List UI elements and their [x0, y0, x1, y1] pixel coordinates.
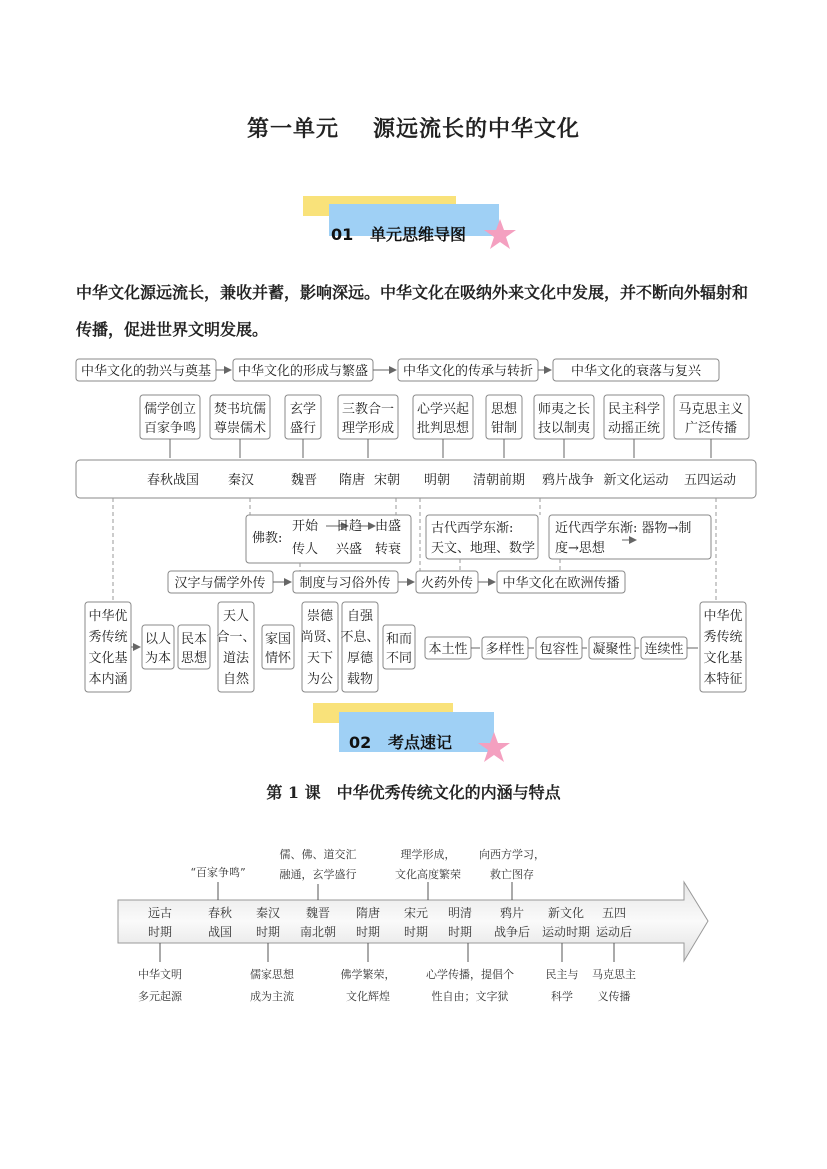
buddhism-r1-3: 由盛	[374, 519, 402, 534]
unit-number: 第一单元	[246, 117, 339, 142]
spread-2: 制度与习俗外传	[299, 576, 391, 591]
feature-8a: 民主科学	[607, 402, 661, 417]
trait-4: 凝聚性	[592, 642, 632, 657]
traits-title-2: 秀传统	[703, 630, 743, 645]
connotation-3c: 道法	[222, 651, 250, 666]
stage-1: 中华文化的勃兴与奠基	[80, 364, 212, 379]
period-2a: 春秋	[207, 906, 233, 920]
period-3a: 秦汉	[255, 906, 281, 920]
above-note-4a: 向西方学习，	[479, 848, 545, 861]
connotation-1a: 以人	[144, 632, 172, 647]
connotation-5d: 为公	[306, 672, 334, 687]
above-note-2a: 儒、佛、道交汇	[279, 848, 357, 861]
intro-paragraph: 中华文化源远流长，兼收并蓄，影响深远。中华文化在吸纳外来文化中发展，并不断向外辐射和传播，促进世界文明发展。	[76, 283, 749, 339]
below-note-3b: 文化辉煌	[346, 990, 390, 1003]
below-note-4b: 性自由；文字狱	[431, 990, 509, 1003]
feature-8b: 动摇正统	[607, 421, 661, 436]
era-5: 宋朝	[373, 473, 401, 488]
west1-line1: 古代西学东渐:	[431, 521, 514, 536]
connotation-6c: 厚德	[346, 651, 374, 666]
below-note-5b: 科学	[551, 990, 573, 1003]
stage-2: 中华文化的形成与繁盛	[237, 364, 369, 379]
connotation-2b: 思想	[180, 651, 208, 666]
traits-title-1: 中华优	[703, 609, 743, 624]
connotation-7a: 和而	[385, 632, 413, 647]
section-number: 02	[349, 733, 372, 752]
feature-5b: 批判思想	[416, 421, 470, 436]
spread-4: 中华文化在欧洲传播	[502, 576, 620, 591]
feature-6a: 思想	[490, 402, 518, 417]
period-8b: 战争后	[493, 925, 531, 939]
below-note-6b: 义传播	[597, 990, 631, 1003]
period-3b: 时期	[255, 925, 281, 939]
trait-5: 连续性	[644, 642, 684, 657]
section-heading	[331, 222, 501, 245]
feature-3b: 盛行	[289, 421, 317, 436]
history-timeline	[0, 838, 827, 1018]
spread-1: 汉字与儒学外传	[174, 576, 266, 591]
traits-title-4: 本特征	[703, 672, 743, 687]
section-label: 单元思维导图	[369, 225, 466, 244]
star-icon	[483, 218, 517, 252]
below-note-2a: 儒家思想	[250, 968, 294, 981]
period-7a: 明清	[447, 906, 473, 920]
feature-9b: 广泛传播	[684, 421, 738, 436]
feature-7b: 技以制夷	[537, 421, 591, 436]
period-6a: 宋元	[403, 906, 429, 920]
trait-2: 多样性	[485, 642, 525, 657]
connotation-6a: 自强	[346, 609, 374, 624]
connotation-title-3: 文化基	[88, 651, 128, 666]
star-icon	[477, 731, 511, 765]
connotation-title-2: 秀传统	[88, 630, 128, 645]
period-5a: 隋唐	[355, 906, 381, 920]
buddhism-r2-2: 兴盛	[335, 542, 363, 557]
feature-4a: 三教合一	[341, 402, 395, 417]
above-note-3b: 文化高度繁荣	[395, 868, 461, 881]
feature-7a: 师夷之长	[537, 402, 591, 417]
period-5b: 时期	[355, 925, 381, 939]
feature-2a: 焚书坑儒	[213, 402, 267, 417]
timeline-arrow	[118, 882, 708, 961]
connotation-3a: 天人	[222, 609, 250, 624]
west2-line1: 近代西学东渐: 器物→制	[555, 521, 692, 536]
connotation-5c: 天下	[306, 651, 334, 666]
connotation-6b: 不息、	[340, 630, 380, 645]
connotation-6d: 载物	[346, 672, 374, 687]
period-4b: 南北朝	[299, 925, 337, 939]
period-9b: 运动时期	[541, 925, 591, 939]
feature-1a: 儒学创立	[143, 402, 197, 417]
buddhism-r1-1: 开始	[291, 519, 319, 534]
period-1a: 远古	[147, 906, 173, 920]
above-note-3a: 理学形成，	[400, 848, 456, 861]
period-8a: 鸦片	[499, 906, 525, 920]
section-banner-2	[313, 703, 513, 763]
stage-3: 中华文化的传承与转折	[402, 364, 534, 379]
lesson-name: 中华优秀传统文化的内涵与特点	[336, 783, 561, 802]
feature-6b: 钳制	[490, 421, 518, 436]
period-9a: 新文化	[547, 906, 585, 920]
connotation-4a: 家国	[264, 632, 292, 647]
unit-title: 源远流长的中华文化	[373, 117, 581, 142]
below-note-2b: 成为主流	[250, 990, 294, 1003]
trait-1: 本土性	[428, 642, 468, 657]
connotation-title-1: 中华优	[88, 609, 128, 624]
below-note-5a: 民主与	[545, 968, 579, 981]
west1-line2: 天文、地理、数学	[431, 541, 536, 556]
period-1b: 时期	[147, 925, 173, 939]
connotation-title-4: 本内涵	[88, 672, 128, 687]
below-note-3a: 佛学繁荣，	[340, 968, 396, 981]
era-6: 明朝	[423, 473, 451, 488]
page-title	[0, 112, 827, 143]
spread-3: 火药外传	[420, 576, 474, 591]
below-note-6a: 马克思主	[592, 968, 636, 981]
section-label: 考点速记	[387, 733, 452, 752]
connotation-7b: 不同	[385, 651, 413, 666]
era-4: 隋唐	[338, 473, 366, 488]
section-banner-1	[303, 196, 513, 246]
connotation-3d: 自然	[222, 672, 250, 687]
period-10b: 运动后	[595, 925, 633, 939]
below-note-4a: 心学传播，提倡个	[426, 968, 514, 981]
feature-2b: 尊崇儒术	[213, 421, 267, 436]
above-note-2b: 融通，玄学盛行	[279, 868, 357, 881]
connotation-1b: 为本	[144, 651, 172, 666]
feature-5a: 心学兴起	[416, 402, 470, 417]
connotation-2a: 民本	[180, 632, 208, 647]
era-8: 鸦片战争	[541, 473, 595, 488]
lesson-title	[0, 780, 827, 803]
buddhism-label: 佛教:	[252, 531, 283, 546]
connotation-3b: 合一、	[216, 630, 256, 645]
below-note-1b: 多元起源	[138, 990, 182, 1003]
trait-3: 包容性	[539, 642, 579, 657]
era-3: 魏晋	[290, 473, 318, 488]
feature-9a: 马克思主义	[678, 402, 744, 417]
era-1: 春秋战国	[146, 473, 200, 488]
feature-3a: 玄学	[289, 402, 317, 417]
above-note-1: “百家争鸣”	[190, 866, 246, 879]
period-10a: 五四	[601, 906, 627, 920]
period-4a: 魏晋	[305, 906, 331, 920]
period-7b: 时期	[447, 925, 473, 939]
mind-map	[0, 350, 827, 700]
west2-line2: 度→思想	[555, 541, 605, 556]
period-2b: 战国	[207, 925, 233, 939]
stage-4: 中华文化的衰落与复兴	[570, 364, 702, 379]
feature-4b: 理学形成	[341, 421, 395, 436]
feature-1b: 百家争鸣	[143, 421, 197, 436]
era-2: 秦汉	[227, 473, 255, 488]
traits-title-3: 文化基	[703, 651, 743, 666]
connotation-5b: 尚贤、	[300, 630, 340, 645]
period-6b: 时期	[403, 925, 429, 939]
below-note-1a: 中华文明	[138, 968, 182, 981]
era-9: 新文化运动	[603, 473, 669, 488]
buddhism-r1-2: 日趋	[335, 519, 363, 534]
above-note-4b: 救亡图存	[490, 868, 534, 881]
lesson-label: 第 1 课	[266, 783, 321, 802]
connotation-5a: 崇德	[306, 609, 334, 624]
section-number: 01	[331, 225, 354, 244]
connotation-4b: 情怀	[264, 651, 292, 666]
buddhism-r2-1: 传人	[291, 542, 319, 557]
era-10: 五四运动	[683, 473, 737, 488]
era-7: 清朝前期	[472, 473, 526, 488]
buddhism-r2-3: 转衰	[374, 542, 402, 557]
